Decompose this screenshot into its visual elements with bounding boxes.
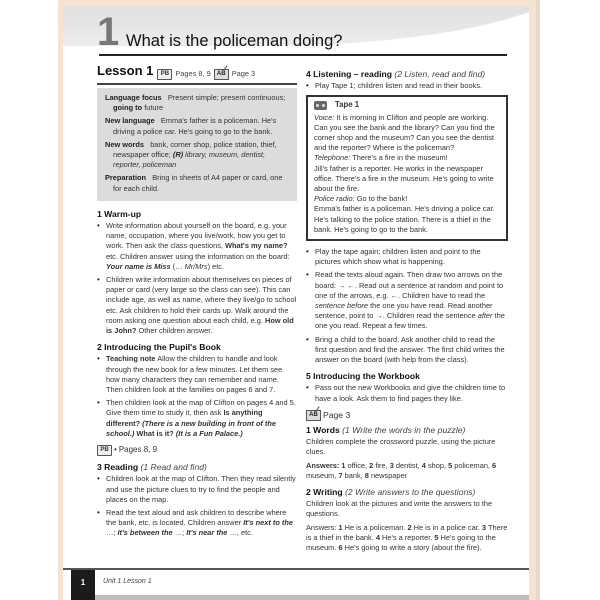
text: Children write information about themselves on pieces of paper or card (very large so the class can see). This can include age, as well as name, where they live/go to school etc. Ask children to hold their cards up. Walk around the room asking one question about each child, e.g.	[106, 275, 297, 325]
activity-book-reference	[306, 410, 508, 421]
list-item	[97, 508, 297, 539]
answer-text: He is in a police car.	[413, 522, 482, 532]
answer-number: 2	[369, 460, 376, 470]
focus-item-new-language	[105, 116, 291, 136]
speaker-label: Telephone:	[314, 153, 351, 163]
answer-number: 4	[421, 460, 428, 470]
text: …, etc.	[227, 528, 253, 538]
answer-number: 1	[341, 460, 348, 470]
focus-item-preparation	[105, 173, 291, 193]
answer-text: He is a policeman.	[344, 522, 408, 532]
heading-text: 1 Words	[306, 424, 340, 435]
tape-line: Emma's father is a policeman. He's driving a police car. He's talking to the police station. There is a thief in the bank. He's going to go to the bank.	[314, 204, 495, 234]
text: …;	[106, 528, 118, 538]
answers-writing	[306, 523, 508, 554]
page-sheet	[63, 6, 529, 600]
text: Then children look at the map of Clifton on pages 4 and 5. Give them time to study it, then ask	[106, 398, 296, 418]
section-heading-writing	[306, 487, 508, 497]
paragraph: Children complete the crossword puzzle, using the picture clues.	[306, 437, 496, 457]
list-item	[97, 275, 297, 336]
text: …;	[172, 528, 187, 538]
pupils-book-pages: Pages 8, 9	[118, 445, 158, 455]
bold-text: What's my name?	[225, 241, 288, 251]
focus-italic: library, museum, dentist, reporter, policeman	[113, 150, 266, 170]
italic-text: sentence before	[315, 301, 369, 311]
paragraph: Children look at the pictures and write the answers to the questions.	[306, 499, 493, 519]
answers-label: Answers:	[306, 460, 340, 470]
section-heading-words	[306, 425, 508, 435]
bold-italic-text: Your name is Miss	[106, 261, 171, 271]
cassette-tape-icon	[314, 101, 327, 110]
bold-text: Is anything different?	[106, 408, 263, 428]
list-item: • Bring a child to the board. Ask another child to read the first question and find the answer. The first child writes the answer on the board (with help from the class).	[306, 335, 508, 366]
bold-italic-text: It's between the	[117, 528, 173, 538]
answer-text: newspaper	[370, 470, 408, 480]
answer-number: 5	[434, 532, 441, 542]
footer-divider	[63, 568, 529, 570]
answers-list	[306, 523, 507, 552]
list-item	[97, 221, 297, 272]
answer-number: 1	[338, 522, 345, 532]
italic-text: after	[477, 311, 493, 321]
heading-subtitle: (1 Read and find)	[140, 462, 207, 473]
title-divider	[99, 54, 507, 56]
page-title: What is the policeman doing?	[126, 32, 343, 50]
section-heading-workbook: 5 Introducing the Workbook	[306, 371, 420, 382]
revision-mark: (R)	[172, 150, 184, 160]
heading-text: 2 Writing	[306, 486, 343, 497]
answer-text: dentist,	[395, 460, 422, 470]
focus-item-language-focus	[105, 93, 291, 113]
activity-book-page: Page 3	[231, 69, 256, 79]
speaker-label: Police radio:	[314, 194, 355, 204]
answer-text: policeman,	[454, 460, 493, 470]
bold-italic-text: (There is a new building in front of the school.)	[106, 418, 276, 438]
text: Read the text aloud and ask children to describe where the bank, etc. is located. Children answer	[106, 507, 287, 528]
page-edge	[536, 0, 540, 600]
bold-text: How old is John?	[106, 315, 294, 336]
page-number: 1	[71, 570, 95, 600]
tape-heading	[314, 100, 500, 110]
tape-line: Jill's father is a reporter. He works in the newspaper office. There's a fire in the museum. He's going to write about the fire.	[314, 163, 494, 194]
answer-text: museum,	[306, 470, 339, 480]
bullet-dot: •	[114, 445, 117, 455]
pupils-book-pages: Pages 8, 9	[175, 69, 211, 79]
lesson-focus-box	[97, 88, 297, 201]
focus-bold: going to	[113, 103, 143, 113]
answer-number: 5	[448, 460, 455, 470]
answer-number: 2	[407, 522, 414, 532]
text: It is morning in Clifton and people are working. Can you see the bank and the library? Can you find the corner shop and the museum? Can you see the dentist and the reporter? Where is the policeman?	[314, 112, 495, 153]
answer-number: 4	[375, 532, 383, 542]
pupils-book-reference	[97, 445, 297, 456]
answer-text: shop,	[427, 460, 449, 470]
answer-number: 3	[389, 460, 396, 470]
left-column	[97, 63, 297, 542]
heading-text: 4 Listening – reading	[306, 69, 392, 79]
lesson-references	[157, 69, 255, 80]
speaker-label: Voice:	[314, 112, 335, 122]
right-column	[306, 66, 508, 556]
answer-number: 6	[338, 542, 345, 552]
list-item: • Play Tape 1; children listen and read in their books.	[306, 81, 508, 91]
text: (…	[170, 261, 185, 271]
answer-text: bank,	[344, 470, 365, 480]
answer-text: fire,	[375, 460, 390, 470]
footer-band	[95, 595, 529, 600]
heading-subtitle: (1 Write the words in the puzzle)	[342, 424, 466, 435]
footer-text: Unit 1 Lesson 1	[103, 578, 152, 585]
text: Other children answer.	[136, 326, 213, 336]
section-heading-pupils-book: 2 Introducing the Pupil's Book	[97, 342, 221, 353]
section-heading-reading	[97, 462, 297, 472]
answer-text: He's going to the museum.	[306, 532, 496, 552]
text: Allow the children to handle and look through the new book for a few minutes. Let them see how many characters they can remember and name. Then children look at the families on pages 6 and 7.	[106, 354, 283, 395]
answer-number: 3	[481, 522, 489, 532]
tape-line	[314, 113, 500, 154]
list-item	[97, 354, 297, 395]
bold-italic-text: It's next to the	[243, 518, 294, 528]
activity-book-page: Page 3	[323, 410, 351, 421]
heading-text: 3 Reading	[97, 462, 139, 473]
answer-text: He's going to write a story (about the fire).	[344, 542, 482, 552]
lesson-heading	[97, 63, 297, 80]
section-heading-warmup: 1 Warm-up	[97, 208, 142, 219]
tape-script-box	[306, 95, 508, 241]
bold-italic-text: (It is a Fun Palace.)	[173, 428, 243, 438]
list-item: • Children look at the map of Clifton. Then they read silently and use the picture clues to try to find the people and places on the map.	[97, 474, 297, 505]
text: the one you have read. Read another sentence, point to →. Children read the sentence	[315, 301, 493, 321]
book-page	[58, 0, 538, 600]
unit-number: 1	[97, 10, 118, 54]
focus-item-new-words	[105, 140, 291, 171]
text: Read the texts aloud again. Then draw two arrows on the board: → ←. Read out a sentence at random and point to one of the arrows, e.g. ←. Children have to read the	[315, 270, 504, 300]
activity-book-icon: AB	[214, 69, 229, 80]
heading-subtitle: (2 Listen, read and find)	[394, 69, 486, 79]
text: Go to the bank!	[354, 194, 408, 204]
tape-title: Tape 1	[335, 100, 360, 110]
activity-book-icon: AB	[306, 410, 321, 421]
pupils-book-icon: PB	[97, 445, 112, 456]
focus-label: Language focus	[105, 93, 162, 102]
bold-italic-text: It's near the	[186, 528, 228, 538]
list-item: • Pass out the new Workbooks and give the children time to have a look. Ask them to find pages they like.	[306, 383, 508, 403]
lesson-title: Lesson 1	[97, 63, 154, 78]
answer-number: 7	[338, 470, 345, 480]
pupils-book-icon: PB	[157, 69, 172, 80]
answer-number: 8	[364, 470, 371, 480]
list-item	[306, 270, 508, 331]
focus-text: Present simple; present continuous;	[167, 93, 286, 102]
italic-text: Mr/Mrs	[184, 261, 208, 271]
bold-text: What is it?	[134, 428, 174, 438]
focus-label: New language	[105, 116, 155, 126]
tape-line	[314, 153, 500, 163]
lesson-divider	[97, 83, 297, 85]
heading-subtitle: (2 Write answers to the questions)	[345, 486, 476, 497]
focus-text: Bring in sheets of A4 paper or card, one for each child.	[113, 173, 283, 193]
text: Write information about yourself on the board, e.g. your name, occupation, where you live/work, how you get to work. Then ask the class questions,	[106, 221, 287, 251]
list-item	[97, 398, 297, 439]
focus-label: Preparation	[105, 173, 147, 183]
answer-text: He's a reporter.	[382, 532, 435, 542]
answers-words	[306, 461, 508, 481]
section-heading-listening	[306, 69, 508, 79]
answers-label: Answers:	[306, 522, 337, 532]
bold-text: Teaching note	[106, 354, 156, 364]
text: etc. Children answer using the information on the board:	[106, 251, 290, 261]
text: There's a fire in the museum!	[350, 153, 448, 163]
answer-number: 6	[492, 460, 497, 470]
answer-text: office,	[347, 460, 370, 470]
focus-text: bank, corner shop, police station, thief, newspaper office;	[113, 139, 277, 160]
focus-text: Emma's father is a policeman. He's driving a police car. He's going to go to the bank.	[113, 116, 277, 136]
text: ) etc.	[207, 261, 225, 271]
list-item: • Play the tape again; children listen and point to the pictures which show what is happening.	[306, 247, 508, 267]
answer-text: There is a thief in the bank.	[306, 522, 508, 542]
text: the one you read. Repeat a few times.	[315, 311, 505, 331]
focus-text: future	[142, 103, 164, 113]
tape-line	[314, 194, 500, 204]
focus-label: New words	[105, 139, 145, 149]
